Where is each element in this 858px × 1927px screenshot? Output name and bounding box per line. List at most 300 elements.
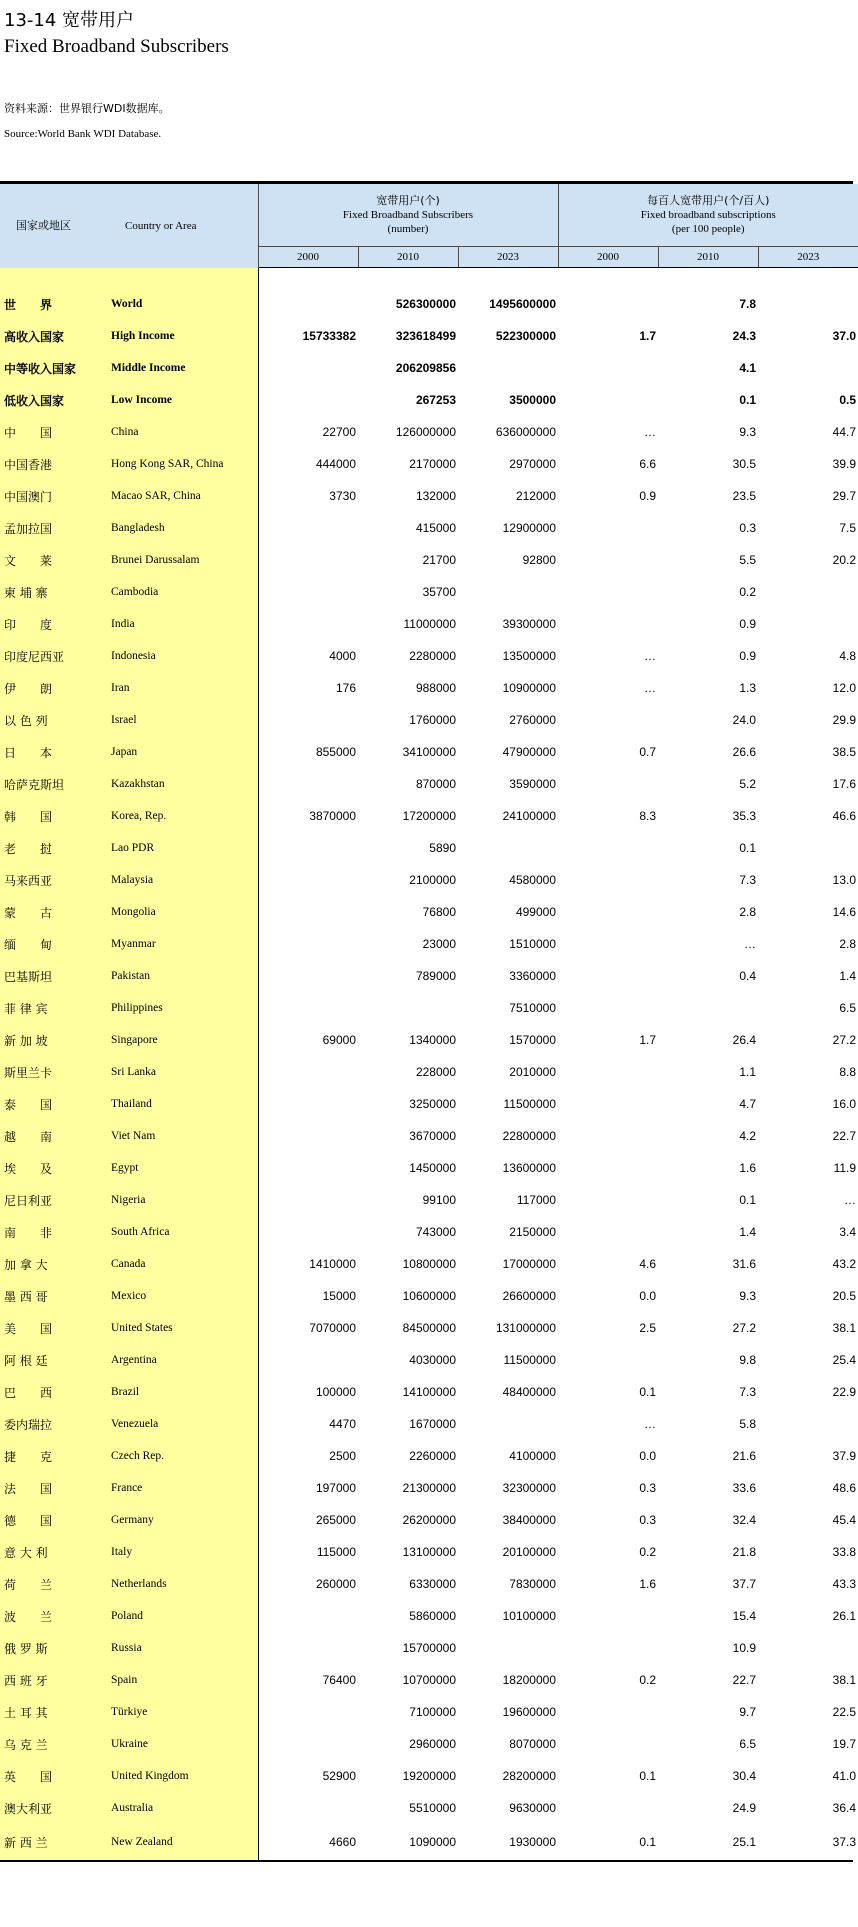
country-name-cn: 委内瑞拉 [0,1408,105,1440]
country-name-en: Iran [105,672,258,704]
per100-cell: 22.5 [832,1705,857,1719]
per100-cell: 0.2 [639,1545,656,1559]
subscribers-cell: 18200000 [502,1673,556,1687]
per100-cell: 0.4 [739,969,756,983]
table-row [0,992,858,1024]
per100-cell: 37.9 [832,1449,857,1463]
per100-cell: 15.4 [732,1609,756,1623]
subscribers-cell [258,1184,358,1216]
country-name-cn: 澳大利亚 [0,1792,105,1824]
subscribers-cell: 14100000 [402,1385,456,1399]
subscribers-cell: 117000 [516,1193,556,1207]
table-title-en: Fixed Broadband Subscribers [4,36,229,57]
table-row [0,896,858,928]
subscribers-cell: 789000 [415,969,456,983]
country-name-cn: 乌 克 兰 [0,1728,105,1760]
country-name-cn: 荷 兰 [0,1568,105,1600]
per100-cell: 38.1 [832,1673,857,1687]
per100-cell: 8.3 [639,809,656,823]
per100-cell: … [644,681,656,695]
subscribers-cell: 13600000 [502,1161,556,1175]
per100-cell: 0.1 [739,841,756,855]
per100-cell: 4.1 [739,361,756,375]
country-name-cn: 美 国 [0,1312,105,1344]
spacer-row [0,268,858,289]
per100-cell: 3.4 [839,1225,857,1239]
table-row [0,576,858,608]
table-row [0,704,858,736]
subscribers-cell: 15000 [322,1289,356,1303]
country-name-cn: 墨 西 哥 [0,1280,105,1312]
per100-cell: 0.1 [639,1835,656,1849]
subscribers-cell: 743000 [415,1225,456,1239]
per100-cell: 38.1 [832,1321,857,1335]
table-row [0,800,858,832]
per100-cell: 6.5 [739,1737,756,1751]
subscribers-cell: 988000 [415,681,456,695]
subscribers-cell: 2960000 [409,1737,456,1751]
country-name-cn: 南 非 [0,1216,105,1248]
subscribers-cell: 2500 [329,1449,356,1463]
subscribers-cell [258,352,358,384]
per100-cell: 6.6 [639,457,656,471]
subscribers-cell [258,1792,358,1824]
table-row [0,1632,858,1664]
per100-cell: 26.4 [732,1033,756,1047]
table-row [0,1760,858,1792]
per100-cell: 36.4 [832,1801,857,1815]
subscribers-cell: 10700000 [402,1673,456,1687]
subscribers-cell: 28200000 [502,1769,556,1783]
subscribers-cell: 92800 [522,553,556,567]
per100-cell: 46.6 [832,809,857,823]
per100-cell [558,992,658,1024]
country-name-cn: 越 南 [0,1120,105,1152]
per100-cell [558,1632,658,1664]
country-name-cn: 印 度 [0,608,105,640]
subscribers-cell [358,992,458,1024]
table-row [0,1728,858,1760]
per100-cell: 43.2 [832,1257,857,1271]
per100-cell [758,576,858,608]
table-row [0,1056,858,1088]
subscribers-cell: 4580000 [509,873,556,887]
per100-cell [558,768,658,800]
table-code-title: 13-14 宽带用户 [4,10,135,31]
header-year: 2000 [258,247,358,268]
per100-cell: 31.6 [732,1257,756,1271]
country-name-cn: 泰 国 [0,1088,105,1120]
per100-cell: 4.2 [739,1129,756,1143]
per100-cell: 0.0 [639,1289,656,1303]
country-name-cn: 缅 甸 [0,928,105,960]
subscribers-cell: 7100000 [409,1705,456,1719]
subscribers-cell: 10600000 [402,1289,456,1303]
per100-cell: … [644,1417,656,1431]
per100-cell: 44.7 [832,425,857,439]
per100-cell: 0.9 [739,617,756,631]
subscribers-cell [258,544,358,576]
country-name-cn: 英 国 [0,1760,105,1792]
subscribers-cell: 4000 [329,649,356,663]
header-subscribers-group [258,184,558,247]
subscribers-cell [258,960,358,992]
country-name-cn: 马来西亚 [0,864,105,896]
table-row [0,1344,858,1376]
subscribers-cell: 2010000 [509,1065,556,1079]
country-name-en: Australia [105,1792,258,1824]
per100-cell: 10.9 [732,1641,756,1655]
per100-cell: 2.5 [639,1321,656,1335]
subscribers-cell [458,576,558,608]
per100-cell: 8.8 [839,1065,857,1079]
per100-cell [558,1056,658,1088]
per100-cell [558,544,658,576]
table-row [0,1216,858,1248]
per100-cell: 20.2 [832,553,857,567]
per100-cell: 9.7 [739,1705,756,1719]
subscribers-cell: 21700 [422,553,456,567]
subscribers-cell [258,896,358,928]
country-name-en: Sri Lanka [105,1056,258,1088]
subscribers-cell: 17200000 [402,809,456,823]
per100-cell: 26.1 [832,1609,857,1623]
country-name-en: Canada [105,1248,258,1280]
per100-cell [558,1344,658,1376]
broadband-table [0,181,857,1862]
subscribers-cell: 7830000 [509,1577,556,1591]
per100-cell: 5.8 [739,1417,756,1431]
table-row [0,1696,858,1728]
table-row [0,480,858,512]
subscribers-cell [258,1152,358,1184]
per100-cell: 0.9 [739,649,756,663]
per100-cell: 29.9 [832,713,857,727]
header-subscribers-unit: (number) [387,223,429,235]
header-year: 2000 [558,247,658,268]
table-row [0,1184,858,1216]
subscribers-cell: 17000000 [502,1257,556,1271]
subscribers-cell: 260000 [315,1577,356,1591]
table-row [0,544,858,576]
per100-cell: 43.3 [832,1577,857,1591]
country-name-en: Brunei Darussalam [105,544,258,576]
subscribers-cell [258,608,358,640]
country-name-en: Korea, Rep. [105,800,258,832]
subscribers-cell: 22800000 [502,1129,556,1143]
per100-cell: … [844,1193,857,1207]
subscribers-cell [258,1056,358,1088]
country-name-en: Macao SAR, China [105,480,258,512]
per100-cell: 38.5 [832,745,857,759]
country-name-en: China [105,416,258,448]
subscribers-cell: 2760000 [509,713,556,727]
country-name-en: Israel [105,704,258,736]
subscribers-cell: 21300000 [402,1481,456,1495]
per100-cell: 0.1 [639,1769,656,1783]
subscribers-cell: 1510000 [509,937,556,951]
country-name-cn: 菲 律 宾 [0,992,105,1024]
table-row [0,1600,858,1632]
table-row [0,1280,858,1312]
subscribers-cell: 636000000 [495,425,556,439]
table-row [0,736,858,768]
per100-cell: 1.6 [739,1161,756,1175]
table-row [0,1536,858,1568]
subscribers-cell: 4660 [329,1835,356,1849]
country-name-cn: 德 国 [0,1504,105,1536]
subscribers-cell: 8070000 [509,1737,556,1751]
subscribers-cell: 522300000 [495,329,556,343]
country-name-cn: 孟加拉国 [0,512,105,544]
table-row [0,1664,858,1696]
country-name-cn: 加 拿 大 [0,1248,105,1280]
subscribers-cell: 265000 [315,1513,356,1527]
subscribers-cell: 2150000 [509,1225,556,1239]
per100-cell: 22.7 [832,1129,857,1143]
subscribers-cell: 1760000 [409,713,456,727]
subscribers-cell: 13100000 [402,1545,456,1559]
subscribers-cell: 3670000 [409,1129,456,1143]
per100-cell: 5.2 [739,777,756,791]
per100-cell: 9.8 [739,1353,756,1367]
per100-cell [558,1600,658,1632]
subscribers-cell [258,704,358,736]
per100-cell: 1.7 [639,1033,656,1047]
country-name-en: Philippines [105,992,258,1024]
subscribers-cell: 35700 [422,585,456,599]
per100-cell [558,288,658,320]
country-name-cn: 西 班 牙 [0,1664,105,1696]
subscribers-cell: 197000 [315,1481,356,1495]
per100-cell [558,896,658,928]
subscribers-cell: 3250000 [409,1097,456,1111]
per100-cell [558,928,658,960]
per100-cell: 9.3 [739,425,756,439]
header-year: 2010 [658,247,758,268]
per100-cell: 0.5 [839,393,857,407]
country-name-en: Kazakhstan [105,768,258,800]
country-name-en: Ukraine [105,1728,258,1760]
country-name-cn: 印度尼西亚 [0,640,105,672]
subscribers-cell [258,512,358,544]
subscribers-cell [258,1120,358,1152]
country-name-en: Middle Income [105,352,258,384]
subscribers-cell: 2970000 [509,457,556,471]
subscribers-cell: 132000 [415,489,456,503]
header-country-cn: 国家或地区 [0,184,105,268]
header-subscribers-en: Fixed Broadband Subscribers [342,209,474,221]
per100-cell [558,1728,658,1760]
country-name-en: Bangladesh [105,512,258,544]
country-name-cn: 世 界 [0,288,105,320]
header-per100-unit: (per 100 people) [671,223,745,235]
table-row [0,320,858,352]
subscribers-cell: 5860000 [409,1609,456,1623]
per100-cell: 35.3 [732,809,756,823]
country-name-en: Russia [105,1632,258,1664]
bottom-rule [0,1860,853,1862]
country-name-cn: 阿 根 廷 [0,1344,105,1376]
country-name-en: Türkiye [105,1696,258,1728]
per100-cell [558,512,658,544]
table-row [0,1824,858,1860]
per100-cell [558,832,658,864]
per100-cell: 32.4 [732,1513,756,1527]
subscribers-cell [258,1088,358,1120]
country-name-cn: 新 加 坡 [0,1024,105,1056]
table-row [0,1504,858,1536]
subscribers-cell: 19200000 [402,1769,456,1783]
subscribers-cell: 76800 [422,905,456,919]
subscribers-cell: 11500000 [503,1097,556,1111]
country-name-en: Nigeria [105,1184,258,1216]
table-row [0,448,858,480]
table-row [0,768,858,800]
subscribers-cell: 1090000 [409,1835,456,1849]
subscribers-cell: 99100 [422,1193,456,1207]
table-row [0,288,858,320]
subscribers-cell: 6330000 [409,1577,456,1591]
per100-cell: 30.4 [732,1769,756,1783]
per100-cell [558,1792,658,1824]
subscribers-cell: 26600000 [502,1289,556,1303]
header-country-en: Country or Area [105,184,258,268]
subscribers-cell [258,384,358,416]
subscribers-cell: 131000000 [495,1321,556,1335]
table-row [0,960,858,992]
country-name-en: High Income [105,320,258,352]
per100-cell: 0.2 [739,585,756,599]
subscribers-cell: 4100000 [509,1449,556,1463]
subscribers-cell: 1670000 [409,1417,456,1431]
country-name-en: Cambodia [105,576,258,608]
country-name-en: United States [105,1312,258,1344]
table-row [0,1088,858,1120]
country-name-en: Netherlands [105,1568,258,1600]
subscribers-cell: 2100000 [409,873,456,887]
subscribers-cell: 12900000 [502,521,556,535]
country-name-cn: 中 国 [0,416,105,448]
subscribers-cell [458,1632,558,1664]
per100-cell: 19.7 [832,1737,857,1751]
country-name-cn: 老 挝 [0,832,105,864]
country-name-en: New Zealand [105,1824,258,1860]
country-name-en: Germany [105,1504,258,1536]
subscribers-cell: 32300000 [502,1481,556,1495]
per100-cell [758,1632,858,1664]
table-row [0,864,858,896]
per100-cell [558,1216,658,1248]
subscribers-cell: 10900000 [502,681,556,695]
per100-cell [658,992,758,1024]
per100-cell [758,352,858,384]
country-name-en: Thailand [105,1088,258,1120]
subscribers-cell: 100000 [315,1385,356,1399]
subscribers-cell: 206209856 [395,361,456,375]
per100-cell: 45.4 [832,1513,857,1527]
subscribers-cell [258,928,358,960]
country-name-cn: 中国澳门 [0,480,105,512]
table-body [0,268,858,1861]
subscribers-cell: 39300000 [502,617,556,631]
subscribers-cell: 3730 [329,489,356,503]
country-name-en: Viet Nam [105,1120,258,1152]
subscribers-cell: 23000 [422,937,456,951]
per100-cell: 30.5 [732,457,756,471]
table-row [0,832,858,864]
country-name-en: India [105,608,258,640]
subscribers-cell: 34100000 [402,745,456,759]
per100-cell: 27.2 [832,1033,857,1047]
country-name-cn: 土 耳 其 [0,1696,105,1728]
table-row [0,1568,858,1600]
per100-cell: 37.7 [732,1577,756,1591]
per100-cell: 0.1 [639,1385,656,1399]
table-row [0,608,858,640]
country-name-cn: 巴 西 [0,1376,105,1408]
country-name-en: Italy [105,1536,258,1568]
per100-cell: 14.6 [832,905,857,919]
per100-cell: 22.9 [832,1385,857,1399]
table-row [0,1024,858,1056]
subscribers-cell [258,1600,358,1632]
per100-cell: 1.4 [839,969,857,983]
subscribers-cell [258,576,358,608]
per100-cell [558,608,658,640]
per100-cell [758,288,858,320]
per100-cell: 39.9 [832,457,857,471]
subscribers-cell: 1340000 [409,1033,456,1047]
per100-cell: … [644,425,656,439]
per100-cell: 5.5 [739,553,756,567]
per100-cell: 29.7 [832,489,857,503]
country-name-en: Czech Rep. [105,1440,258,1472]
subscribers-cell: 15733382 [302,329,356,343]
per100-cell [558,1184,658,1216]
header-per100-cn: 每百人宽带用户(个/百人) [647,194,770,207]
country-name-cn: 法 国 [0,1472,105,1504]
per100-cell: 13.0 [832,873,857,887]
per100-cell: 48.6 [832,1481,857,1495]
per100-cell: 1.4 [739,1225,756,1239]
per100-cell [558,960,658,992]
table-row [0,672,858,704]
header-year: 2023 [458,247,558,268]
header-per100-en: Fixed broadband subscriptions [640,209,776,221]
subscribers-cell: 10800000 [402,1257,456,1271]
per100-cell: … [744,937,756,951]
per100-cell: 7.8 [739,297,756,311]
country-name-en: Singapore [105,1024,258,1056]
per100-cell: 23.5 [732,489,756,503]
per100-cell: 24.9 [732,1801,756,1815]
subscribers-cell: 444000 [315,457,356,471]
subscribers-cell [458,1408,558,1440]
subscribers-cell: 2170000 [409,457,456,471]
table-row [0,1440,858,1472]
header-subscribers-cn: 宽带用户(个) [376,194,440,207]
subscribers-cell: 38400000 [502,1513,556,1527]
subscribers-cell: 1570000 [509,1033,556,1047]
per100-cell: 4.8 [839,649,857,663]
country-name-en: Egypt [105,1152,258,1184]
subscribers-cell: 11500000 [503,1353,556,1367]
subscribers-cell: 1930000 [509,1835,556,1849]
country-name-cn: 哈萨克斯坦 [0,768,105,800]
subscribers-cell: 1495600000 [489,297,556,311]
country-name-cn: 巴基斯坦 [0,960,105,992]
